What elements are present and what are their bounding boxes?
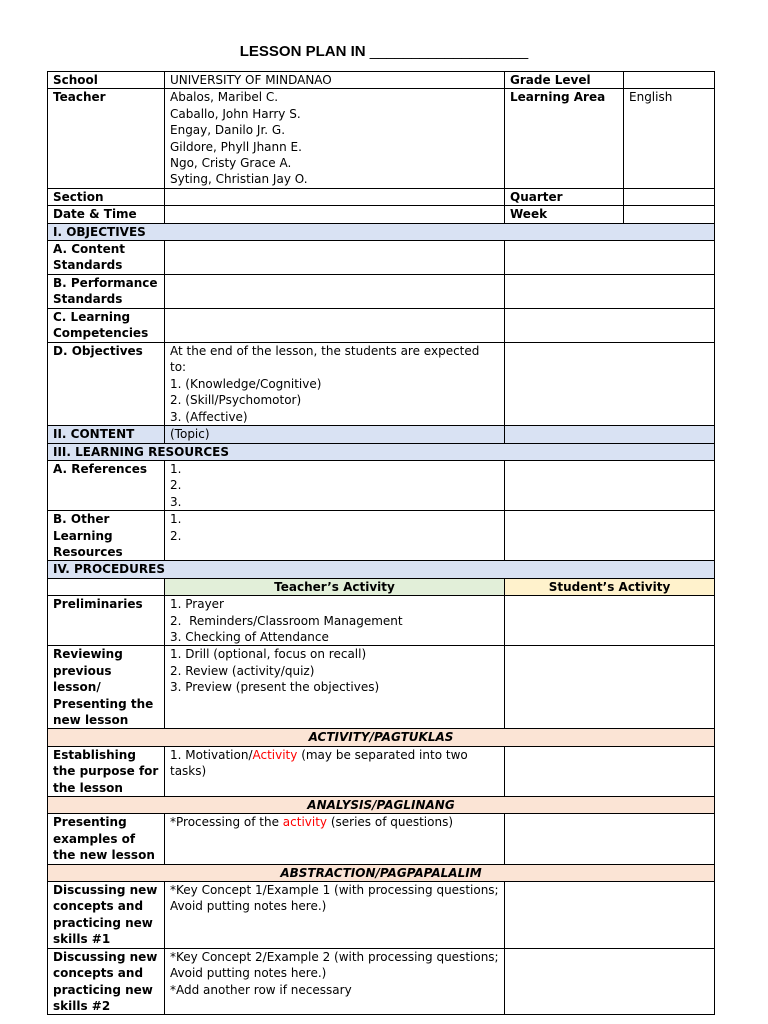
teacher-name: Gildore, Phyll Jhann E. bbox=[170, 139, 302, 154]
preliminary-item: 3. Checking of Attendance bbox=[170, 629, 329, 644]
preliminaries-label: Preliminaries bbox=[48, 596, 165, 646]
teacher-name: Engay, Danilo Jr. G. bbox=[170, 123, 286, 138]
learning-competencies-row bbox=[48, 309, 715, 343]
content-standards-row bbox=[48, 241, 715, 275]
discussing-1-row bbox=[48, 882, 715, 949]
other-resources-row bbox=[48, 511, 715, 561]
activity-header-row bbox=[48, 578, 715, 595]
date-time-row bbox=[48, 206, 715, 223]
objectives-row bbox=[48, 343, 715, 426]
objectives-heading: I. OBJECTIVES bbox=[48, 223, 715, 240]
reference-item: 3. bbox=[170, 494, 182, 509]
school-value: UNIVERSITY OF MINDANAO bbox=[165, 72, 505, 89]
content-section-row bbox=[48, 426, 715, 443]
discussing-2-text bbox=[165, 948, 505, 1015]
performance-standards-label: B. Performance Standards bbox=[48, 275, 165, 309]
school-row bbox=[48, 72, 715, 89]
content-standards-notes bbox=[505, 241, 715, 275]
teacher-name: Syting, Christian Jay O. bbox=[170, 172, 308, 187]
teacher-name: Caballo, John Harry S. bbox=[170, 106, 301, 121]
resources-heading: III. LEARNING RESOURCES bbox=[48, 443, 715, 460]
date-time-label: Date & Time bbox=[48, 206, 165, 223]
discussing-1-student bbox=[505, 882, 715, 949]
teacher-name: Ngo, Cristy Grace A. bbox=[170, 156, 292, 171]
other-resources-notes bbox=[505, 511, 715, 561]
presenting-text bbox=[165, 814, 505, 864]
teacher-label: Teacher bbox=[48, 89, 165, 188]
reviewing-item: 1. Drill (optional, focus on recall) bbox=[170, 647, 367, 662]
discussing-1-line: *Key Concept 1/Example 1 (with processing questions; Avoid putting notes here.) bbox=[170, 883, 499, 914]
objectives-label: D. Objectives bbox=[48, 343, 165, 426]
presenting-row bbox=[48, 814, 715, 864]
discussing-2-student bbox=[505, 948, 715, 1015]
reviewing-list bbox=[165, 646, 505, 729]
activity-phase-heading: ACTIVITY/PAGTUKLAS bbox=[48, 729, 715, 746]
performance-standards-notes bbox=[505, 275, 715, 309]
abstraction-phase-heading: ABSTRACTION/PAGPAPALALIM bbox=[48, 864, 715, 881]
presenting-student bbox=[505, 814, 715, 864]
preliminaries-student bbox=[505, 596, 715, 646]
discussing-2-row bbox=[48, 948, 715, 1015]
title-text: LESSON PLAN IN bbox=[239, 43, 366, 60]
reviewing-student bbox=[505, 646, 715, 729]
learning-area-value: English bbox=[624, 89, 715, 188]
content-heading: II. CONTENT bbox=[48, 426, 165, 443]
performance-standards-row bbox=[48, 275, 715, 309]
objectives-notes bbox=[505, 343, 715, 426]
establishing-text bbox=[165, 746, 505, 796]
references-list bbox=[165, 460, 505, 510]
week-value bbox=[624, 206, 715, 223]
school-label: School bbox=[48, 72, 165, 89]
establishing-row bbox=[48, 746, 715, 796]
discussing-2-line: *Key Concept 2/Example 2 (with processing questions; Avoid putting notes here.) bbox=[170, 949, 499, 981]
quarter-label: Quarter bbox=[505, 188, 624, 205]
establishing-highlight: Activity bbox=[252, 747, 298, 762]
other-resources-list bbox=[165, 511, 505, 561]
references-row bbox=[48, 460, 715, 510]
references-notes bbox=[505, 460, 715, 510]
references-label: A. References bbox=[48, 460, 165, 510]
student-activity-header: Student’s Activity bbox=[505, 578, 715, 595]
establishing-label: Establishing the purpose for the lesson bbox=[48, 746, 165, 796]
objectives-section-row bbox=[48, 223, 715, 240]
learning-competencies-label: C. Learning Competencies bbox=[48, 309, 165, 343]
presenting-highlight: activity bbox=[282, 815, 328, 830]
procedures-section-row bbox=[48, 561, 715, 578]
analysis-phase-heading: ANALYSIS/PAGLINANG bbox=[48, 797, 715, 814]
document-title bbox=[0, 43, 768, 60]
analysis-phase-row bbox=[48, 797, 715, 814]
content-notes bbox=[505, 426, 715, 443]
reference-item: 1. bbox=[170, 461, 182, 476]
reviewing-label: Reviewing previous lesson/ Presenting the new lesson bbox=[48, 646, 165, 729]
teacher-row bbox=[48, 89, 715, 188]
teacher-list bbox=[165, 89, 505, 188]
performance-standards-value bbox=[165, 275, 505, 309]
discussing-2-label: Discussing new concepts and practicing new skills #2 bbox=[48, 948, 165, 1015]
objective-line: 1. (Knowledge/Cognitive) bbox=[170, 376, 322, 391]
preliminaries-row bbox=[48, 596, 715, 646]
content-standards-value bbox=[165, 241, 505, 275]
grade-level-label: Grade Level bbox=[505, 72, 624, 89]
objective-line: 3. (Affective) bbox=[170, 409, 248, 424]
abstraction-phase-row bbox=[48, 864, 715, 881]
content-topic: (Topic) bbox=[165, 426, 505, 443]
establishing-pre: 1. Motivation/ bbox=[170, 747, 253, 762]
presenting-pre: *Processing of the bbox=[170, 815, 283, 830]
learning-area-label: Learning Area bbox=[505, 89, 624, 188]
reviewing-row bbox=[48, 646, 715, 729]
section-label: Section bbox=[48, 188, 165, 205]
activity-header-blank bbox=[48, 578, 165, 595]
reviewing-item: 2. Review (activity/quiz) bbox=[170, 663, 315, 678]
objective-line: 2. (Skill/Psychomotor) bbox=[170, 393, 302, 408]
objectives-list bbox=[165, 343, 505, 426]
content-standards-label: A. Content Standards bbox=[48, 241, 165, 275]
preliminaries-list bbox=[165, 596, 505, 646]
discussing-2-line: *Add another row if necessary bbox=[170, 982, 352, 997]
quarter-value bbox=[624, 188, 715, 205]
objective-line: At the end of the lesson, the students are expected to: bbox=[170, 344, 480, 375]
resources-section-row bbox=[48, 443, 715, 460]
teacher-name: Abalos, Maribel C. bbox=[170, 90, 279, 105]
procedures-heading: IV. PROCEDURES bbox=[48, 561, 715, 578]
title-blank: ___________________ bbox=[369, 43, 529, 60]
discussing-1-text bbox=[165, 882, 505, 949]
grade-level-value bbox=[624, 72, 715, 89]
preliminary-item: 2. Reminders/Classroom Management bbox=[170, 613, 403, 628]
establishing-post: (may be separated into two tasks) bbox=[170, 747, 468, 779]
week-label: Week bbox=[505, 206, 624, 223]
other-resource-item: 1. bbox=[170, 512, 182, 527]
other-resources-label: B. Other Learning Resources bbox=[48, 511, 165, 561]
lesson-plan-table bbox=[47, 71, 715, 1015]
teacher-activity-header: Teacher’s Activity bbox=[165, 578, 505, 595]
preliminary-item: 1. Prayer bbox=[170, 597, 224, 612]
section-row bbox=[48, 188, 715, 205]
learning-competencies-notes bbox=[505, 309, 715, 343]
learning-competencies-value bbox=[165, 309, 505, 343]
date-time-value bbox=[165, 206, 505, 223]
activity-phase-row bbox=[48, 729, 715, 746]
other-resource-item: 2. bbox=[170, 528, 182, 543]
presenting-label: Presenting examples of the new lesson bbox=[48, 814, 165, 864]
establishing-student bbox=[505, 746, 715, 796]
section-value bbox=[165, 188, 505, 205]
discussing-1-label: Discussing new concepts and practicing new skills #1 bbox=[48, 882, 165, 949]
reviewing-item: 3. Preview (present the objectives) bbox=[170, 680, 380, 695]
reference-item: 2. bbox=[170, 478, 182, 493]
presenting-post: (series of questions) bbox=[327, 815, 454, 830]
